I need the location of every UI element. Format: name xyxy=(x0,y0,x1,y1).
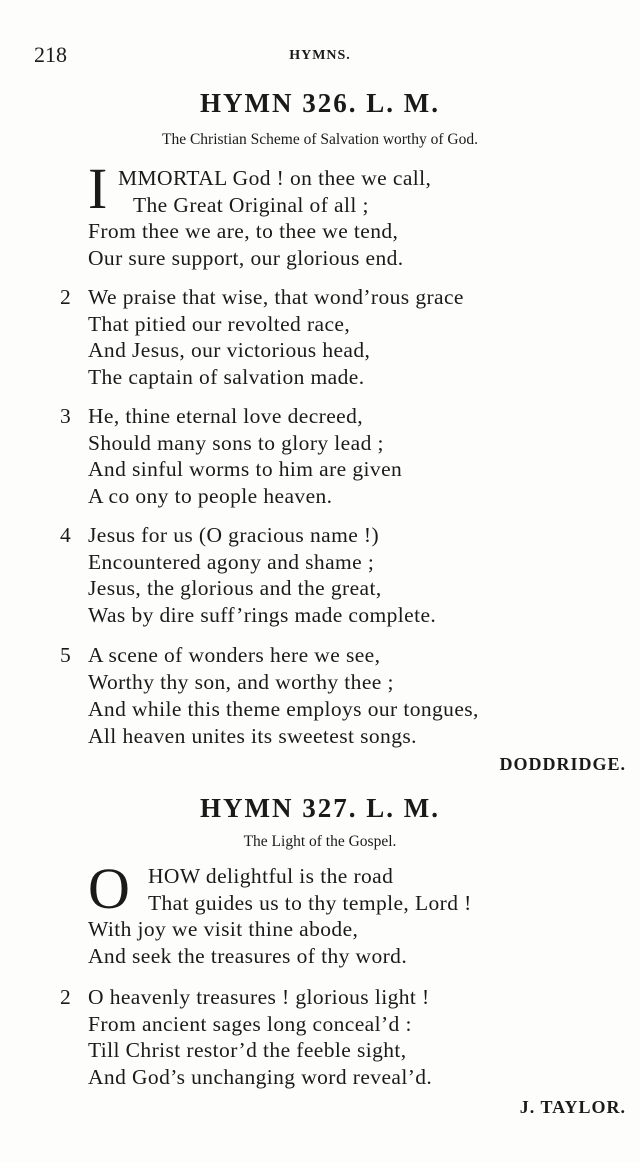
verse-line: That guides us to thy temple, Lord ! xyxy=(148,891,472,915)
verse-line: The Great Original of all ; xyxy=(133,193,369,217)
drop-cap: O xyxy=(88,856,130,921)
running-title: HYMNS. xyxy=(289,48,351,63)
verse-line: All heaven unites its sweetest songs. xyxy=(88,724,417,748)
verse-line: With joy we visit thine abode, xyxy=(88,917,359,941)
verse-line: From ancient sages long conceal’d : xyxy=(88,1012,412,1036)
verse-line: A co ony to people heaven. xyxy=(88,484,333,508)
verse-number: 3 xyxy=(60,404,71,428)
verse-number: 5 xyxy=(60,643,71,667)
hymn-title: HYMN 326. L. M. xyxy=(200,88,440,118)
hymn-title: HYMN 327. L. M. xyxy=(200,793,440,823)
verse-line: We praise that wise, that wond’rous grace xyxy=(88,285,464,309)
verse-line: A scene of wonders here we see, xyxy=(88,643,381,667)
hymn-subtitle: The Christian Scheme of Salvation worthy of God. xyxy=(162,131,478,148)
verse-line: MMORTAL God ! on thee we call, xyxy=(118,166,432,190)
verse-line: HOW delightful is the road xyxy=(148,864,394,888)
verse-line: O heavenly treasures ! glorious light ! xyxy=(88,985,430,1009)
verse-line: That pitied our revolted race, xyxy=(88,312,351,336)
verse-line: He, thine eternal love decreed, xyxy=(88,404,364,428)
hymn-author: J. TAYLOR. xyxy=(519,1097,626,1117)
verse-number: 4 xyxy=(60,523,71,547)
verse-line: From thee we are, to thee we tend, xyxy=(88,219,399,243)
verse-number: 2 xyxy=(60,985,71,1009)
verse-line: Was by dire suff’rings made complete. xyxy=(88,603,437,627)
verse-number: 2 xyxy=(60,285,71,309)
verse-line: Should many sons to glory lead ; xyxy=(88,431,384,455)
page-number: 218 xyxy=(34,42,67,67)
verse-line: And sinful worms to him are given xyxy=(88,457,403,481)
verse-line: The captain of salvation made. xyxy=(88,365,365,389)
verse-line: Worthy thy son, and worthy thee ; xyxy=(88,670,394,694)
hymn-author: DODDRIDGE. xyxy=(499,754,626,774)
verse-line: And God’s unchanging word reveal’d. xyxy=(88,1065,433,1089)
verse-line: Encountered agony and shame ; xyxy=(88,550,375,574)
running-head xyxy=(34,42,606,72)
verse-line: And seek the treasures of thy word. xyxy=(88,944,408,968)
hymn-subtitle: The Light of the Gospel. xyxy=(243,833,397,850)
verse-line: And Jesus, our victorious head, xyxy=(88,338,371,362)
verse-line: Jesus, the glorious and the great, xyxy=(88,576,382,600)
verse-line: Jesus for us (O gracious name !) xyxy=(88,523,380,547)
drop-cap: I xyxy=(88,156,108,221)
verse-line: Till Christ restor’d the feeble sight, xyxy=(88,1038,407,1062)
verse-line: And while this theme employs our tongues, xyxy=(88,697,479,721)
verse-line: Our sure support, our glorious end. xyxy=(88,246,404,270)
